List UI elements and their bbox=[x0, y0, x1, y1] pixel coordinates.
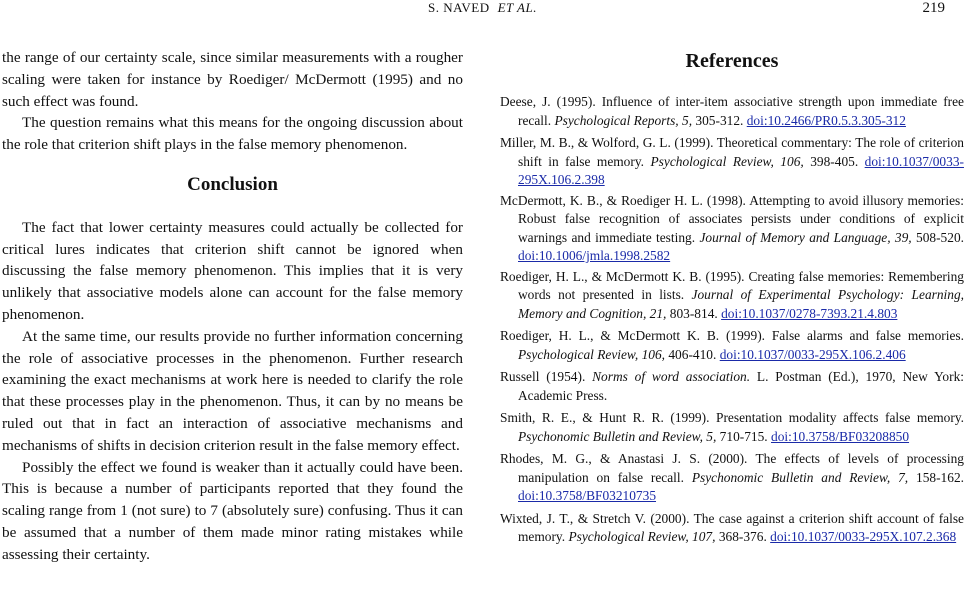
reference-pages: 368-376. bbox=[715, 529, 767, 544]
reference-source: Psychological Review, 106, bbox=[518, 346, 666, 362]
reference-item bbox=[500, 134, 964, 190]
reference-source: Psychological Reports, 5, bbox=[554, 112, 693, 128]
doi-link[interactable]: doi:10.1037/0278-7393.21.4.803 bbox=[721, 305, 898, 321]
reference-source: Psychological Review, 107, bbox=[568, 529, 716, 544]
body-paragraph: At the same time, our results provide no further information concerning the role of associative processes in the phenomenon. Further research examining the exact mechanisms at work here is needed to clarify the role that these processes play in the phenomenon. Thus, it can by no means be ruled out that in fact an interaction of associative mechanisms and mechanisms of shifts in decision criterion result in the false memory effect. bbox=[2, 327, 463, 454]
reference-pages: 305-312. bbox=[692, 112, 744, 128]
reference-item bbox=[500, 268, 964, 324]
reference-source: Journal of Experimental Psychology: Learning, Memory and Cognition, 21, bbox=[518, 287, 965, 321]
doi-link[interactable]: doi:10.3758/BF03210735 bbox=[518, 488, 657, 503]
left-column bbox=[2, 47, 463, 566]
reference-authors: Roediger, H. L., & McDermott K. B. (1995). Creating false memories: Remembering words not presented in lists. bbox=[500, 268, 964, 302]
reference-authors: McDermott, K. B., & Roediger H. L. (1998). Attempting to avoid illusory memories: Robust false recognition of associates persists under conditions of explicit warnings and immediate testing. bbox=[500, 192, 964, 245]
page-number: 219 bbox=[922, 0, 945, 16]
body-paragraph: the range of our certainty scale, since similar measurements with a rougher scaling were taken for instance by Roediger/ McDermott (1995) and no such effect was found. bbox=[2, 49, 463, 110]
right-column bbox=[500, 50, 964, 551]
reference-pages: 398-405. bbox=[803, 153, 865, 169]
reference-item bbox=[500, 510, 964, 547]
reference-list bbox=[500, 93, 964, 547]
reference-authors: Rhodes, M. G., & Anastasi J. S. (2000). The effects of levels of processing manipulation on false recall. bbox=[500, 451, 964, 485]
reference-authors: Smith, R. E., & Hunt R. R. (1999). Presentation modality affects false memory. bbox=[500, 410, 964, 425]
reference-authors: Russell (1954). bbox=[500, 369, 593, 384]
reference-source: Psychonomic Bulletin and Review, 7, bbox=[691, 469, 909, 485]
doi-link[interactable]: doi:10.1037/0033-295X.107.2.368 bbox=[770, 529, 957, 544]
section-title-references: References bbox=[685, 50, 779, 72]
reference-authors: Deese, J. (1995). Influence of inter-item associative strength upon immediate free recall. bbox=[500, 94, 964, 128]
reference-item bbox=[500, 450, 964, 506]
header-et-al: ET AL. bbox=[497, 0, 537, 15]
reference-authors: Roediger, H. L., & McDermott K. B. (1999). False alarms and false memories. bbox=[500, 328, 964, 343]
reference-item bbox=[500, 192, 964, 266]
body-paragraph: The question remains what this means for the ongoing discussion about the role that criterion shift plays in the false memory phenomenon. bbox=[2, 114, 463, 154]
reference-pages: L. Postman (Ed.), 1970, New York: Academic Press. bbox=[518, 369, 964, 403]
reference-pages: 508-520. bbox=[911, 229, 964, 245]
reference-pages: 158-162. bbox=[908, 469, 964, 485]
reference-source: Psychonomic Bulletin and Review, 5, bbox=[518, 428, 717, 444]
reference-pages: 406-410. bbox=[665, 346, 717, 362]
reference-pages: 803-814. bbox=[666, 305, 718, 321]
header-author: S. NAVED bbox=[428, 0, 490, 15]
reference-source: Norms of word association. bbox=[592, 369, 751, 384]
doi-link[interactable]: doi:10.1006/jmla.1998.2582 bbox=[518, 248, 671, 263]
reference-pages: 710-715. bbox=[716, 428, 768, 444]
body-paragraph: Possibly the effect we found is weaker than it actually could have been. This is because a number of participants reported that they found the scaling range from 1 (not sure) to 7 (absolutely sure) confusing. Thus it can be assumed that a number of them made minor rating mistakes while assessing their certainty. bbox=[2, 458, 463, 563]
reference-source: Journal of Memory and Language, 39, bbox=[699, 229, 912, 245]
body-paragraph: The fact that lower certainty measures could actually be collected for critical lures indicates that criterion shift cannot be ignored when discussing the false memory phenomenon. This implies that it is very unlikely that associative models alone can account for the false memory phenomenon. bbox=[2, 218, 463, 323]
reference-item bbox=[500, 368, 964, 405]
doi-link[interactable]: doi:10.2466/PR0.5.3.305-312 bbox=[746, 112, 906, 128]
reference-item bbox=[500, 327, 964, 364]
reference-authors: Wixted, J. T., & Stretch V. (2000). The case against a criterion shift account of false memory. bbox=[500, 510, 964, 544]
reference-item bbox=[500, 93, 964, 130]
running-header bbox=[0, 0, 965, 16]
reference-source: Psychological Review, 106, bbox=[650, 153, 804, 169]
reference-authors: Miller, M. B., & Wolford, G. L. (1999). Theoretical commentary: The role of criterion shift in false memory. bbox=[500, 135, 964, 169]
doi-link[interactable]: doi:10.1037/0033-295X.106.2.398 bbox=[518, 153, 964, 187]
doi-link[interactable]: doi:10.3758/BF03208850 bbox=[771, 428, 910, 444]
section-title-conclusion: Conclusion bbox=[187, 173, 278, 195]
reference-item bbox=[500, 409, 964, 446]
doi-link[interactable]: doi:10.1037/0033-295X.106.2.406 bbox=[719, 346, 906, 362]
